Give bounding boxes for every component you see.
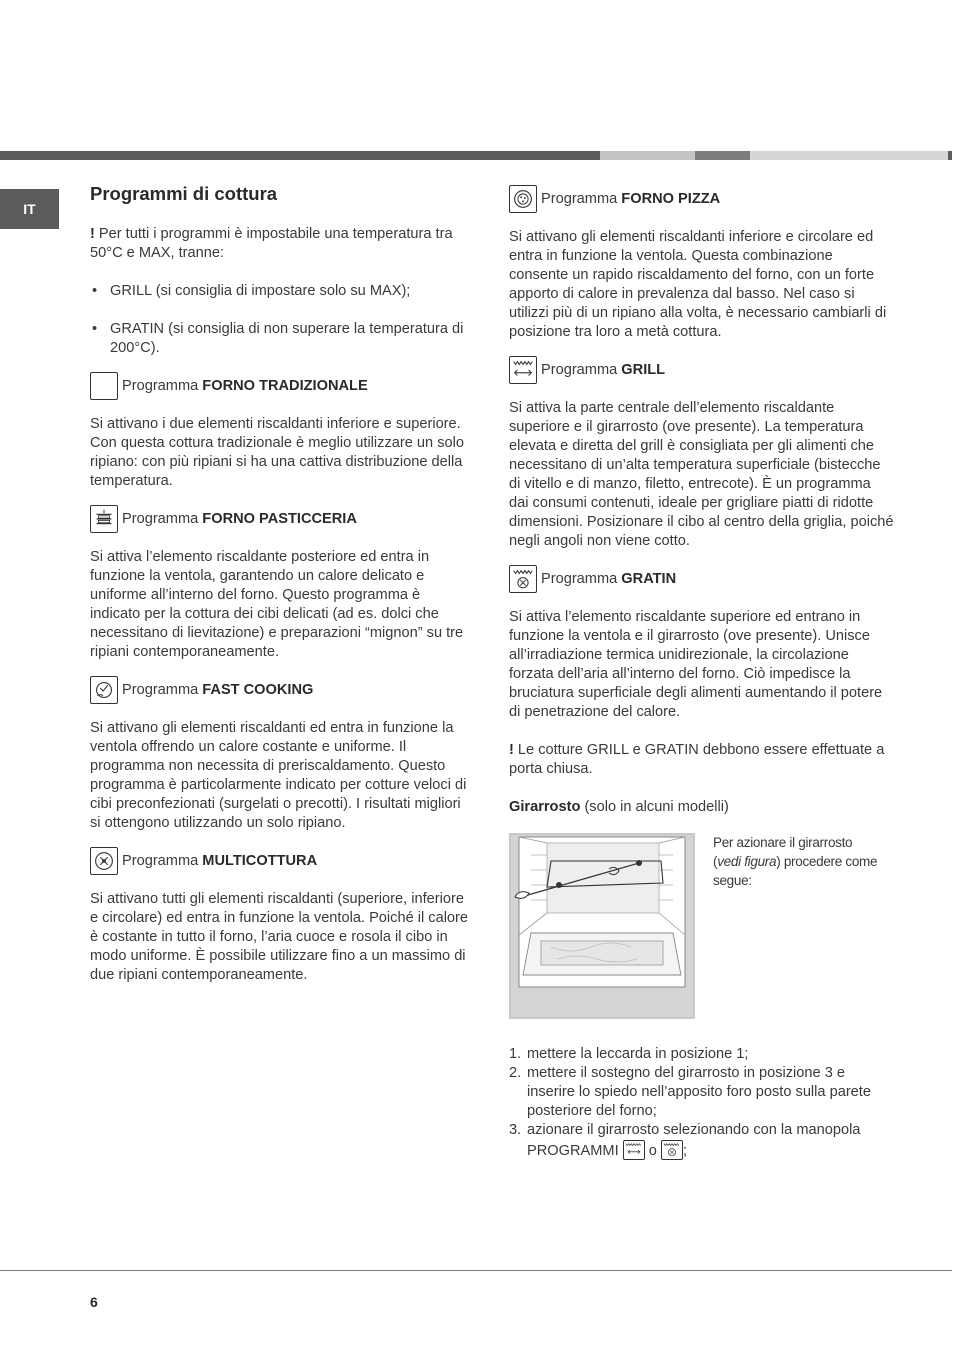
right-column — [509, 190, 894, 1161]
left-column — [90, 182, 470, 985]
header-bar-segment — [0, 151, 600, 160]
page-number: 6 — [90, 1294, 98, 1310]
pastry-icon — [90, 505, 118, 533]
list-item: 1. mettere la leccarda in posizione 1; — [509, 1046, 749, 1062]
exclamation-icon: ! — [90, 226, 99, 242]
grill-icon — [509, 356, 537, 384]
rotisserie-figure-row — [509, 833, 894, 1019]
gratin-icon — [661, 1140, 683, 1160]
program-heading-fast-cooking: Programma FAST COOKING — [90, 675, 470, 705]
program-description: Si attivano tutti gli elementi riscaldanti (superiore, inferiore e circolare) ed entra in funzione la ventola. Poiché il calore è costante in tutto il forno, l’aria cuoce e rosola il cibo in modo uniforme. È possibile utilizzare fino a un massimo di due ripiani contemporaneamente. — [90, 891, 469, 983]
program-description: Si attivano gli elementi riscaldanti inferiore e circolare ed entra in funzione la ventola. Questa combinazione consente un rapido riscaldamento del forno, con un forte apporto di calore in prevalenza dal basso. Nel caso si utilizzi più di un ripiano alla volta, è necessario cambiarli di posizione tra loro a metà cottura. — [509, 229, 887, 340]
gratin-icon — [509, 565, 537, 593]
list-item: • GRILL (si consiglia di impostare solo su MAX); — [92, 283, 411, 299]
blank-box-icon — [90, 372, 118, 400]
header-bar-segment — [600, 151, 695, 160]
program-heading-gratin: Programma GRATIN — [509, 564, 894, 594]
oven-rotisserie-illustration — [509, 833, 695, 1019]
grill-icon — [623, 1140, 645, 1160]
program-heading-pastry: Programma FORNO PASTICCERIA — [90, 504, 470, 534]
header-bar-segment — [948, 151, 952, 160]
pizza-icon — [509, 185, 537, 213]
program-description: Si attiva l’elemento riscaldante superiore ed entrano in funzione la ventola e il girarrosto (ove presente). Unisce all’irradiazione termica unidirezionale, la circolazione forzata dell’aria all’interno del forno. Ciò impedisce la bruciatura superficiale degli alimenti aumentando il potere di penetrazione del calore. — [509, 609, 883, 720]
figure-caption: Per azionare il girarrosto (vedi figura) procedere come segue: — [713, 835, 878, 888]
program-description: Si attiva l’elemento riscaldante posteriore ed entra in funzione la ventola, garantendo un calore delicato e uniforme all’interno del forno. Questo programma è indicato per la cottura dei cibi delicati (ad es. dolci che necessitano di lievitazione) e preparazioni “mignon” su tre ripiani contemporaneamente. — [90, 549, 464, 660]
rotisserie-steps — [509, 1045, 894, 1161]
header-bar-segment — [750, 151, 948, 160]
footer-divider — [0, 1270, 952, 1271]
program-heading-grill: Programma GRILL — [509, 355, 894, 385]
intro-paragraph: ! Per tutti i programmi è impostabile una temperatura tra 50°C e MAX, tranne: — [90, 226, 453, 261]
program-description: Si attivano i due elementi riscaldanti inferiore e superiore. Con questa cottura tradizionale è meglio utilizzare un solo ripiano: con più ripiani si ha una cattiva distribuzione della temperatura. — [90, 416, 464, 489]
program-description: Si attiva la parte centrale dell’elemento riscaldante superiore e il girarrosto (ove presente). La temperatura elevata e diretta del grill è consigliata per gli alimenti che necessitano di un’alta temperatura superficiale (bistecche di vitello e di manzo, filetto, entrecote). È un programma dai consumi contenuti, ideale per grigliare piatti di ridotte dimensioni. Posizionare il cibo al centro della griglia, poiché negli angoli non viene cotto. — [509, 400, 894, 549]
language-tab: IT — [0, 189, 59, 229]
list-item: 2. mettere il sostegno del girarrosto in posizione 3 e inserire lo spiedo nell’apposito foro posto sulla parete posteriore del forno; — [509, 1065, 871, 1119]
program-heading-pizza: Programma FORNO PIZZA — [509, 184, 894, 214]
multicooking-icon — [90, 847, 118, 875]
program-heading-traditional: Programma FORNO TRADIZIONALE — [90, 371, 470, 401]
rotisserie-heading: Girarrosto (solo in alcuni modelli) — [509, 799, 729, 815]
header-bar-segment — [695, 151, 750, 160]
list-item: 3. azionare il girarrosto selezionando con la manopola PROGRAMMI o ; — [509, 1122, 861, 1159]
fast-cooking-icon — [90, 676, 118, 704]
warning-paragraph: ! Le cotture GRILL e GRATIN debbono essere effettuate a porta chiusa. — [509, 742, 885, 777]
list-item: • GRATIN (si consiglia di non superare la temperatura di 200°C). — [92, 321, 464, 356]
exclamation-icon: ! — [509, 742, 518, 758]
program-heading-multicooking: Programma MULTICOTTURA — [90, 846, 470, 876]
program-description: Si attivano gli elementi riscaldanti ed entra in funzione la ventola offrendo un calore costante e uniforme. Il programma non necessita di preriscaldamento. Questo programma è particolarmente indicato per cotture veloci di cibi preconfezionati (surgelati o precotti). I risultati migliori si ottengono utilizzando un solo ripiano. — [90, 720, 467, 831]
header-color-bar — [0, 151, 950, 160]
page-title: Programmi di cottura — [90, 183, 278, 204]
